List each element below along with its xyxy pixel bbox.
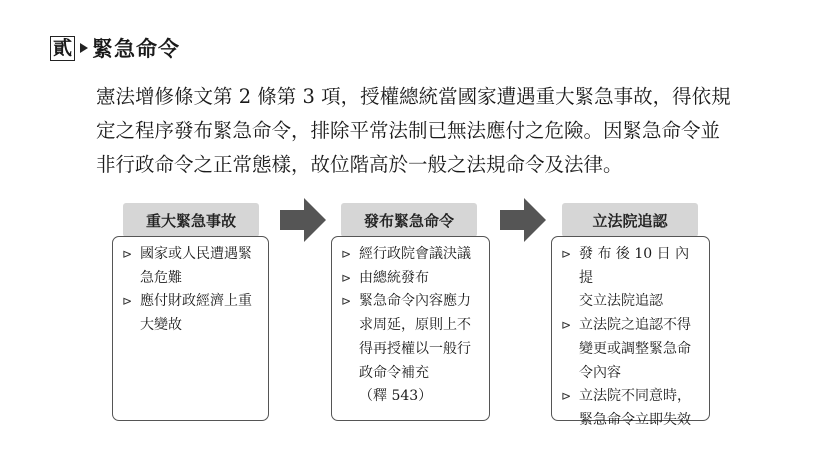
flow-step-box-emergency-event (112, 236, 269, 421)
bullet-triangle-icon: ⊳ (122, 294, 133, 309)
list-item-text: 立法院不同意時， 緊急命令立即失效 (579, 388, 691, 428)
list-item-text: 發 布 後 10 日 內 提 交立法院追認 (579, 246, 690, 310)
bullet-triangle-icon: ⊳ (561, 389, 572, 404)
flow-step-header-emergency-event: 重大緊急事故 (123, 203, 259, 237)
section-heading (50, 33, 180, 63)
list-item-text: 國家或人民遭遇緊 急危難 (140, 246, 252, 286)
flow-step-box-legislative-ratification (551, 236, 710, 428)
list-item-text: 立法院之追認不得 變更或調整緊急命 令內容 (579, 317, 691, 381)
bullet-triangle-icon: ⊳ (341, 247, 352, 261)
bullet-triangle-icon: ⊳ (561, 247, 572, 261)
list-item (561, 314, 700, 385)
list-item-text: 應付財政經濟上重 大變故 (140, 293, 252, 334)
triangle-pointer-icon (80, 43, 88, 53)
paragraph-line: 非行政命令之正常態樣，故位階高於一般之法規命令及法律。 (96, 153, 623, 176)
flow-step-header-legislative-ratification: 立法院追認 (562, 203, 698, 237)
list-item (561, 243, 700, 314)
paragraph-line: 定之程序發布緊急命令，排除平常法制已無法應付之危險。因緊急命令並 (96, 119, 721, 142)
list-item (341, 290, 480, 409)
list-item-text: 緊急命令內容應力 求周延，原則上不 得再授權以一般行 政命令補充 （釋 543） (359, 293, 471, 405)
list-item (561, 385, 700, 432)
bullet-triangle-icon: ⊳ (341, 270, 352, 285)
paragraph-line: 憲法增修條文第 2 條第 3 項，授權總統當國家遭遇重大緊急事故，得依規 (96, 85, 731, 108)
list-item (341, 267, 480, 291)
bullet-triangle-icon: ⊳ (341, 294, 352, 309)
right-arrow-icon (500, 196, 548, 244)
bullet-triangle-icon: ⊳ (122, 247, 133, 261)
list-item-text: 經行政院會議決議 (359, 246, 471, 262)
bullet-triangle-icon: ⊳ (561, 318, 572, 333)
body-paragraph (96, 80, 780, 182)
section-number-badge: 貳 (50, 36, 75, 61)
flow-step-header-issue-decree: 發布緊急命令 (341, 203, 477, 237)
list-item (122, 290, 259, 337)
list-item (341, 243, 480, 267)
right-arrow-icon (280, 196, 328, 244)
flow-step-box-issue-decree (331, 236, 490, 421)
list-item (122, 243, 259, 290)
section-title: 緊急命令 (92, 37, 180, 61)
list-item-text: 由總統發布 (359, 269, 429, 286)
